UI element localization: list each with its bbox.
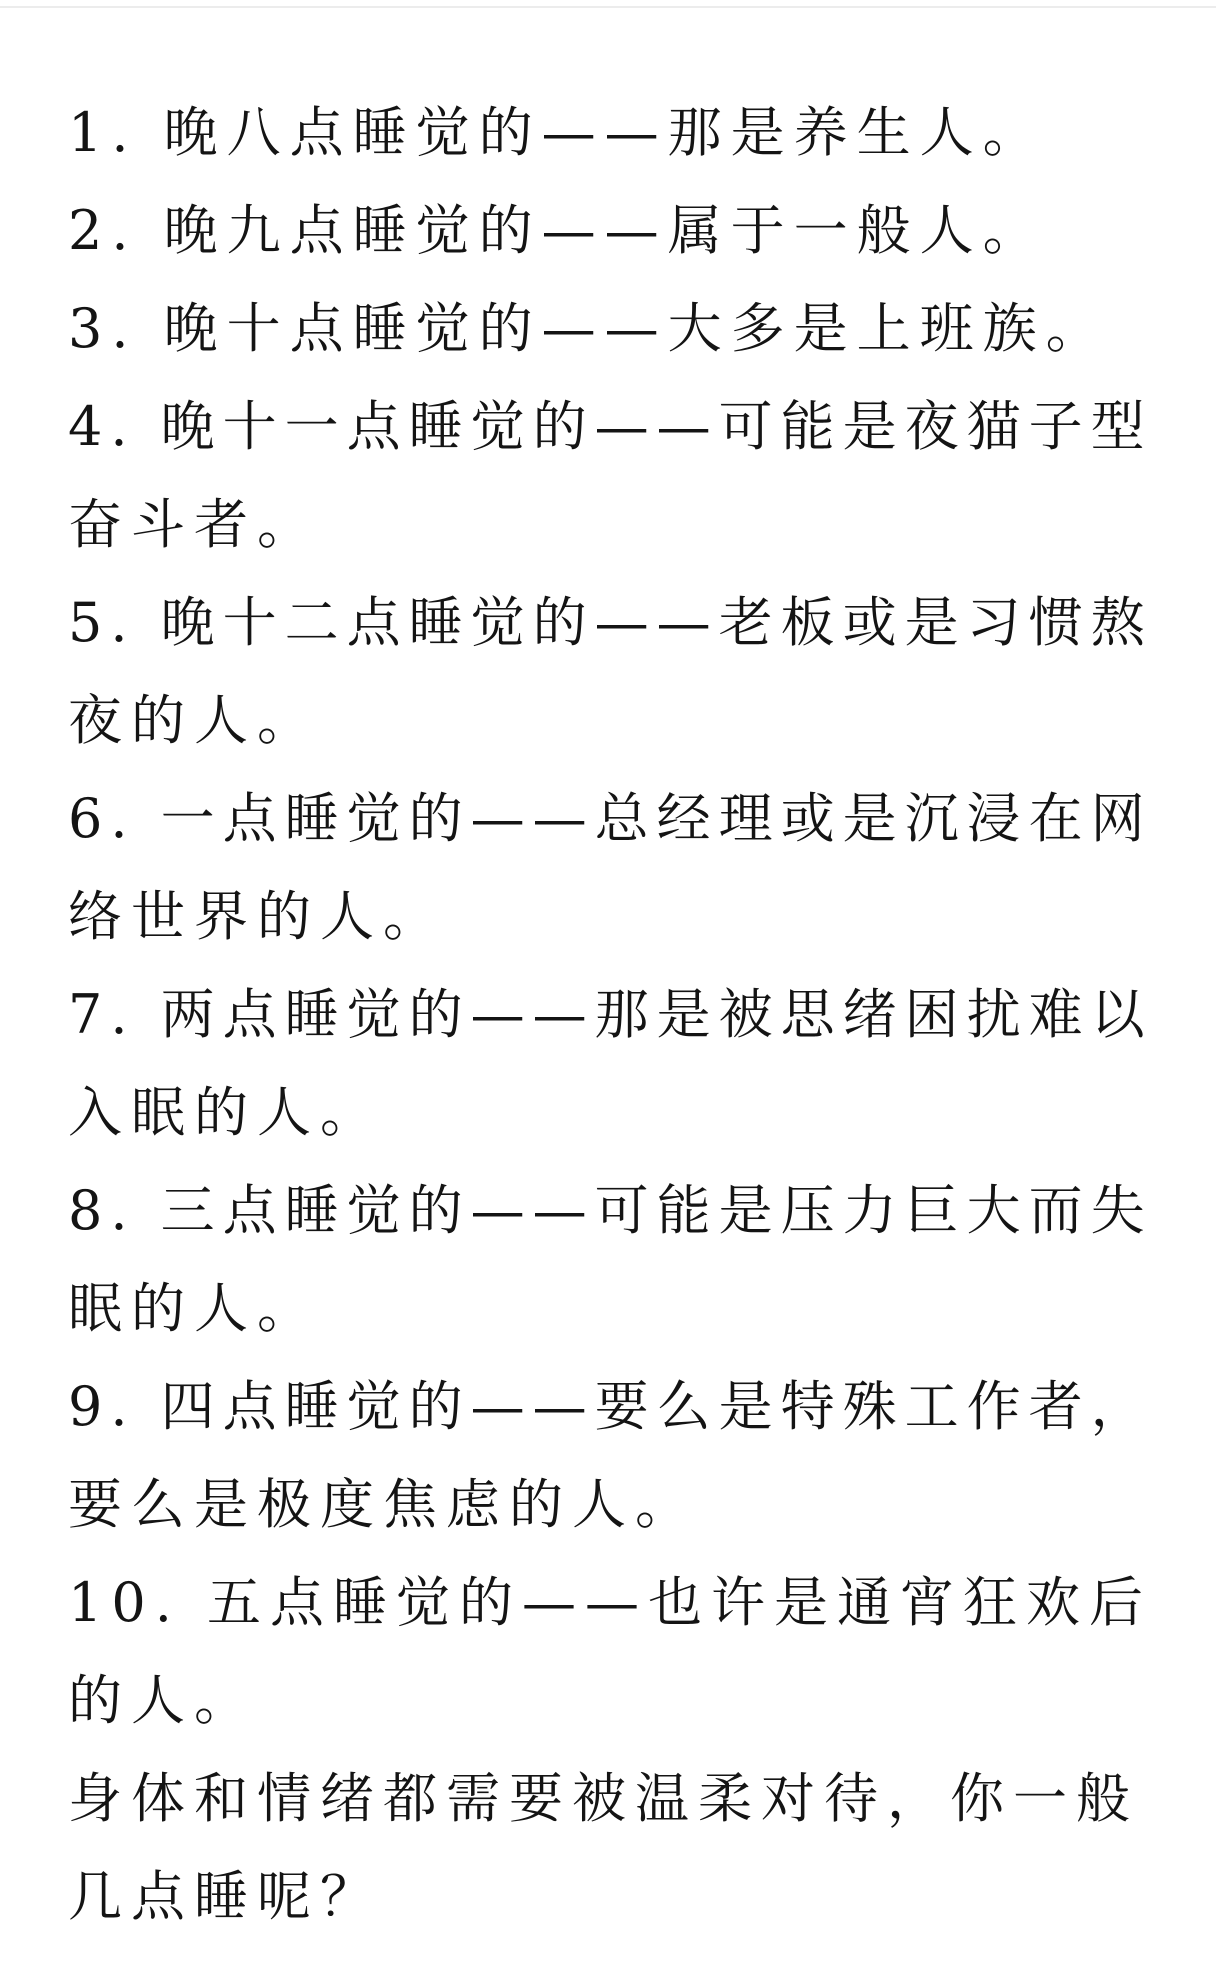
- text-line-10: 7. 两点睡觉的——那是被思绪困扰难以: [68, 983, 1153, 1046]
- text-line-1: 1. 晚八点睡觉的——那是养生人。: [68, 101, 1046, 164]
- text-line-17: 的人。: [68, 1669, 257, 1732]
- document-body: [68, 84, 1158, 1946]
- text-line-5: 奋斗者。: [68, 493, 320, 556]
- text-line-19: 几点睡呢？: [68, 1865, 383, 1928]
- text-line-16: 10. 五点睡觉的——也许是通宵狂欢后: [68, 1571, 1153, 1634]
- text-line-15: 要么是极度焦虑的人。: [68, 1473, 698, 1536]
- text-line-18: 身体和情绪都需要被温柔对待，你一般: [68, 1767, 1139, 1830]
- text-line-7: 夜的人。: [68, 689, 320, 752]
- text-line-6: 5. 晚十二点睡觉的——老板或是习惯熬: [68, 591, 1153, 654]
- text-line-2: 2. 晚九点睡觉的——属于一般人。: [68, 199, 1046, 262]
- text-line-13: 眠的人。: [68, 1277, 320, 1340]
- text-line-3: 3. 晚十点睡觉的——大多是上班族。: [68, 297, 1109, 360]
- text-line-4: 4. 晚十一点睡觉的——可能是夜猫子型: [68, 395, 1153, 458]
- text-line-14: 9. 四点睡觉的——要么是特殊工作者，: [68, 1375, 1153, 1438]
- text-line-12: 8. 三点睡觉的——可能是压力巨大而失: [68, 1179, 1153, 1242]
- text-line-9: 络世界的人。: [68, 885, 446, 948]
- top-divider: [0, 6, 1216, 8]
- text-line-8: 6. 一点睡觉的——总经理或是沉浸在网: [68, 787, 1153, 850]
- text-line-11: 入眠的人。: [68, 1081, 383, 1144]
